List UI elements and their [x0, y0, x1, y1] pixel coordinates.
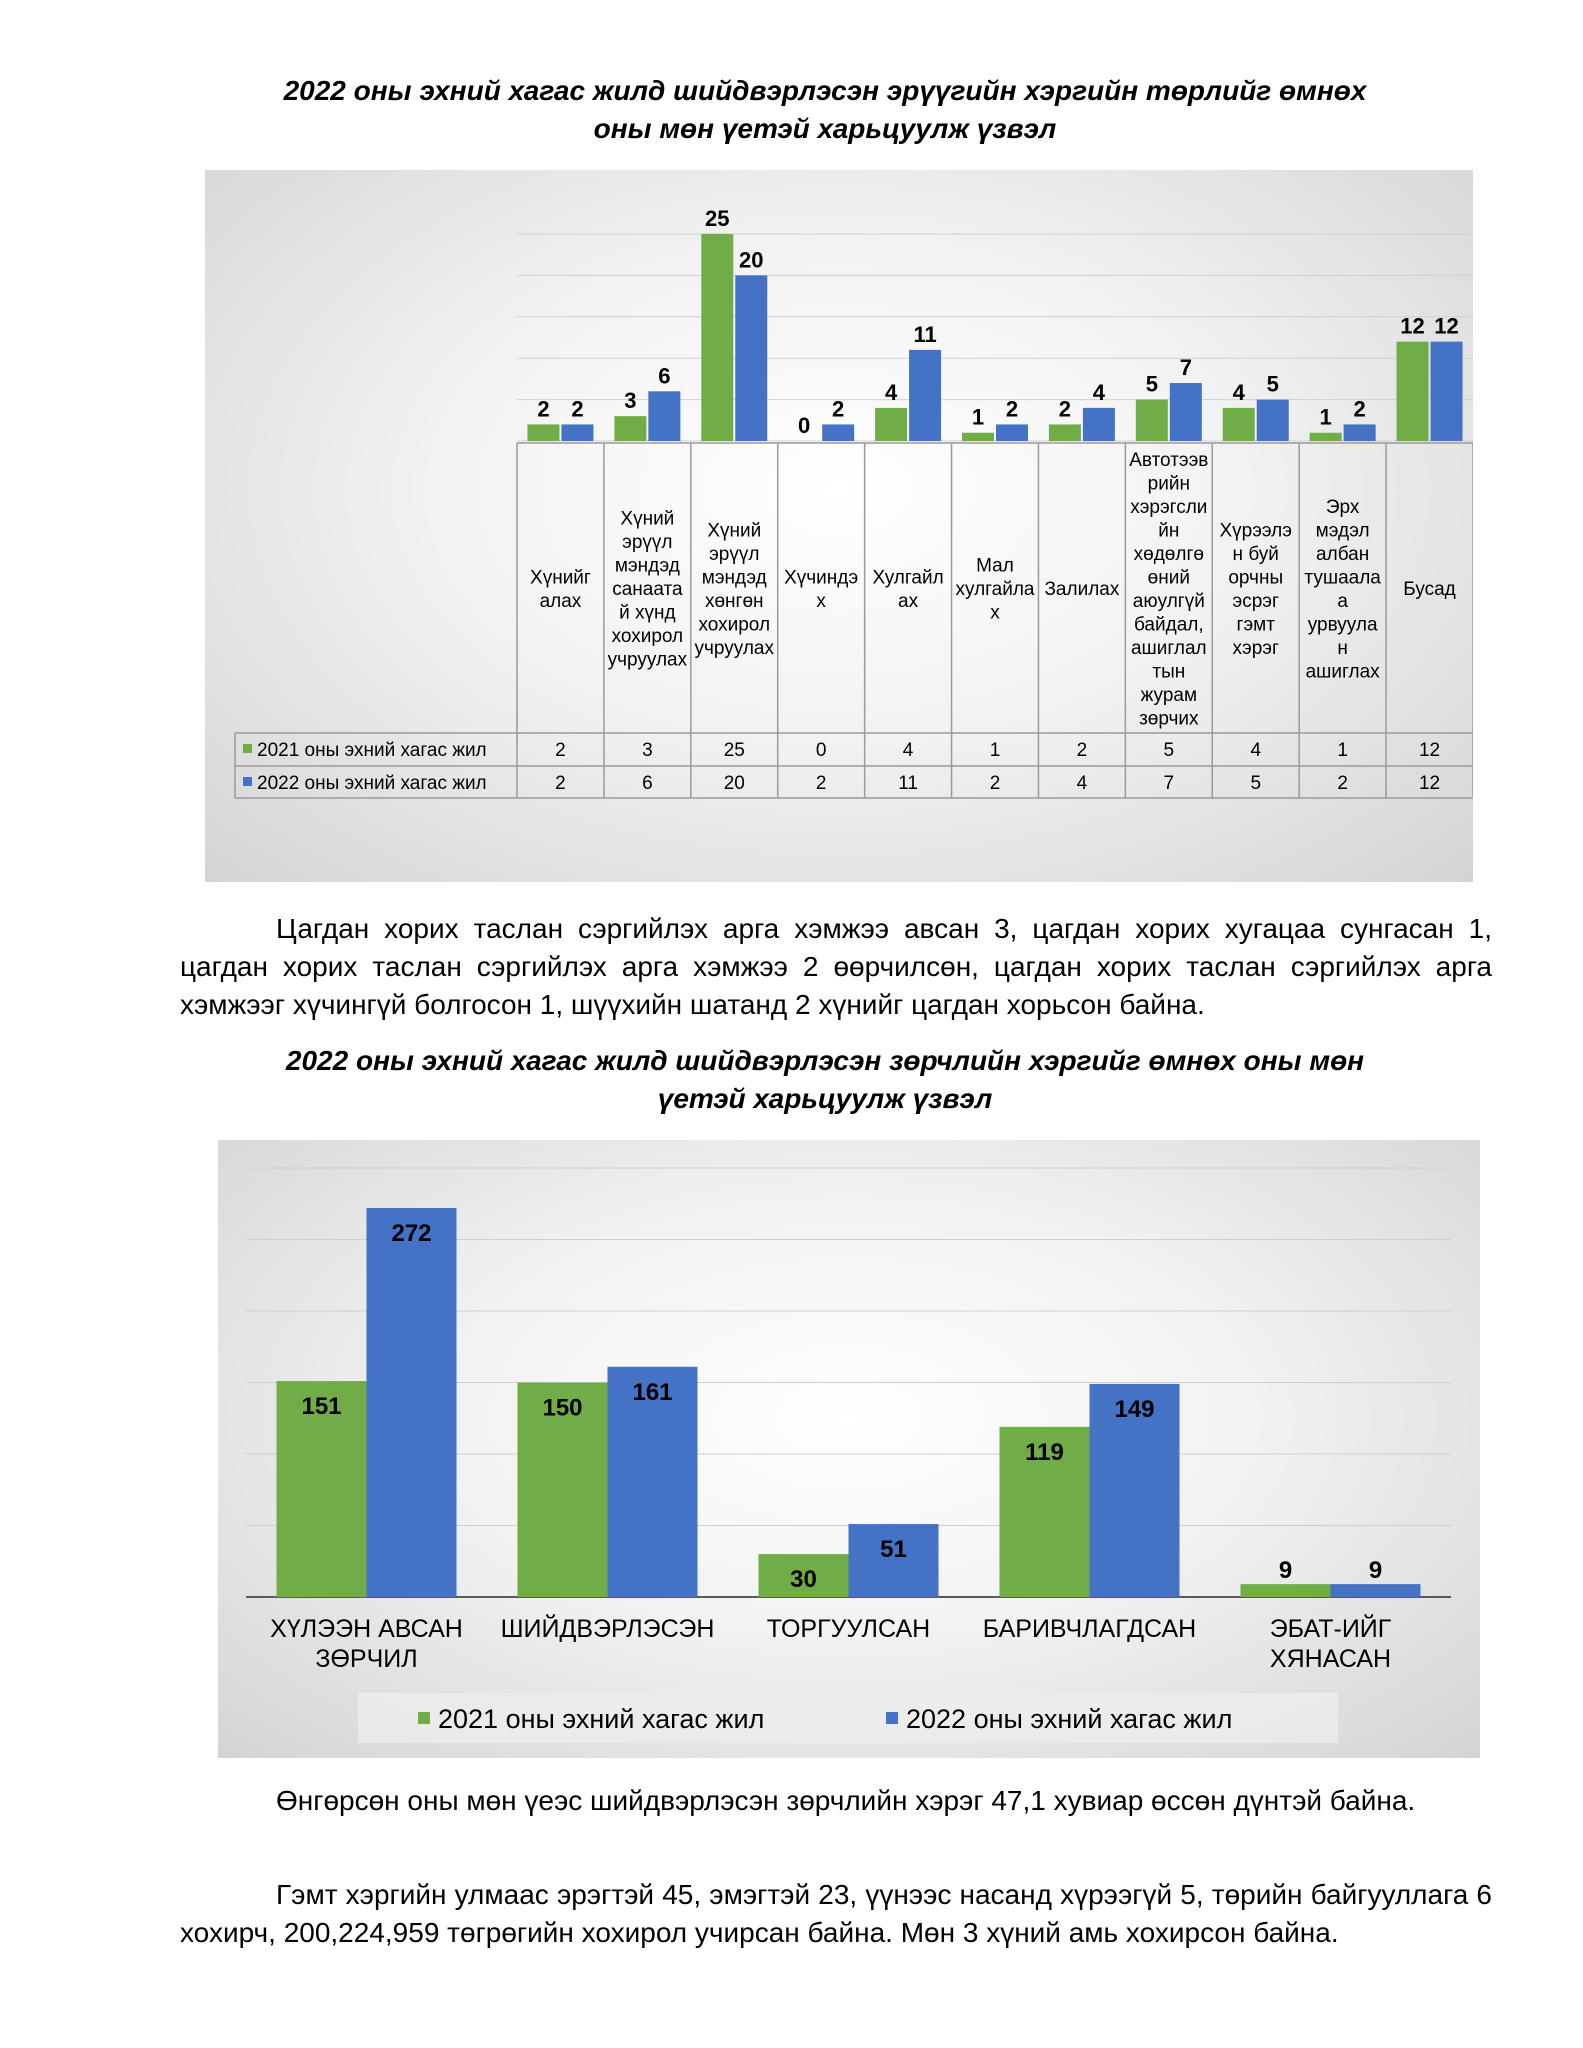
- chart2-title-line1: 2022 оны эхний хагас жилд шийдвэрлэсэн зөрчлийн хэргийг өмнөх оны мөн: [285, 1045, 1365, 1076]
- table-value: 12: [1418, 740, 1441, 761]
- category-label: зөрчих: [1139, 708, 1199, 730]
- category-label: мэндэд: [614, 555, 680, 577]
- data-label: 12: [1434, 313, 1459, 339]
- series-name: 2022 оны эхний хагас жил: [257, 773, 487, 794]
- category-label: ШИЙДВЭРЛЭСЭН: [500, 1615, 715, 1643]
- data-label: 2: [537, 396, 550, 422]
- data-label: 2: [571, 396, 584, 422]
- category-label: БАРИВЧЛАГДСАН: [982, 1615, 1197, 1643]
- table-value: 1: [1337, 740, 1348, 761]
- table-value: 4: [1076, 773, 1088, 794]
- data-label: 2: [1058, 396, 1072, 422]
- data-label: 51: [880, 1536, 907, 1564]
- table-value: 2: [555, 773, 566, 794]
- data-label: 11: [913, 321, 937, 347]
- bar: [822, 424, 854, 441]
- category-label: Хулгайл: [872, 567, 944, 589]
- category-label: ах: [898, 590, 919, 612]
- data-label: 7: [1179, 355, 1192, 381]
- chart1-title: [150, 72, 1500, 148]
- series-name: 2021 оны эхний хагас жил: [257, 740, 487, 761]
- category-label: аюулгүй: [1132, 590, 1205, 612]
- data-label: 149: [1114, 1395, 1155, 1423]
- paragraph-detention: Цагдан хорих таслан сэргийлэх арга хэмжээ авсан 3, цагдан хорих хугацаа сунгасан 1, цагдан хорих таслан сэргийлэх арга хэмжээ 2 өөрчилсөн, цагдан хорих таслан сэргийлэх арга хэмжээг хүчингүй болгосон 1, шүүхийн шатанд 2 хүнийг цагдан хорьсон байна.: [180, 913, 1492, 1020]
- data-label: 1: [971, 404, 985, 430]
- table-value: 4: [902, 740, 914, 761]
- table-value: 2: [1076, 740, 1088, 761]
- paragraph-increase: Өнгөрсөн оны мөн үеэс шийдвэрлэсэн зөрчлийн хэрэг 47,1 хувиар өссөн дүнтэй байна.: [276, 1785, 1416, 1816]
- data-label: 5: [1145, 371, 1158, 397]
- table-value: 0: [815, 740, 827, 761]
- bar: [1431, 342, 1463, 441]
- data-label: 30: [790, 1566, 817, 1594]
- category-label: хөдөлгө: [1133, 543, 1204, 565]
- category-label: йн: [1158, 520, 1180, 542]
- table-value: 2: [815, 773, 827, 794]
- category-label: хэрэг: [1232, 637, 1279, 659]
- data-label: 2: [1353, 396, 1366, 422]
- bar: [962, 433, 994, 441]
- chart2-title-line2: үетэй харьцуулж үзвэл: [657, 1083, 993, 1114]
- legend-key: [243, 777, 252, 786]
- chart2-title: [150, 1042, 1500, 1118]
- table-value: 2: [555, 740, 566, 761]
- data-label: 2: [1005, 396, 1019, 422]
- table-value: 2: [989, 773, 1001, 794]
- category-label: х: [990, 602, 1000, 624]
- category-label: Залилах: [1044, 579, 1120, 600]
- category-label: ашиглах: [1305, 661, 1380, 683]
- bar: [1241, 1584, 1331, 1597]
- data-label: 1: [1319, 404, 1332, 430]
- table-value: 5: [1250, 773, 1262, 794]
- legend-key: [418, 1712, 430, 1724]
- category-label: байдал,: [1133, 614, 1204, 636]
- category-label: журам: [1140, 684, 1198, 706]
- bar: [367, 1208, 457, 1597]
- bar: [1170, 383, 1202, 441]
- category-label: хохирол: [698, 614, 771, 636]
- bar: [1344, 424, 1376, 441]
- bar: [1049, 424, 1081, 441]
- chart2-svg: [218, 1140, 1480, 1758]
- data-label: 4: [1232, 379, 1245, 405]
- table-value: 4: [1250, 740, 1262, 761]
- data-label: 0: [798, 413, 811, 438]
- bar: [527, 424, 559, 441]
- category-label: Бусад: [1403, 579, 1456, 600]
- table-value: 11: [898, 773, 918, 794]
- data-label: 25: [705, 206, 730, 231]
- category-label: ашиглал: [1130, 637, 1207, 659]
- table-value: 3: [642, 740, 653, 761]
- category-label: санаата: [612, 579, 683, 600]
- table-value: 6: [642, 773, 653, 794]
- bar: [1397, 342, 1429, 441]
- category-label: Мал: [976, 555, 1014, 577]
- bar: [1223, 408, 1255, 441]
- legend-key: [886, 1712, 898, 1724]
- category-label: рийн: [1147, 473, 1190, 495]
- legend-label: 2022 оны эхний хагас жил: [906, 1704, 1233, 1734]
- data-label: 150: [542, 1394, 583, 1422]
- data-label: 9: [1368, 1557, 1383, 1585]
- chart1-title-line2: оны мөн үетэй харьцуулж үзвэл: [593, 113, 1057, 144]
- bar: [875, 408, 907, 441]
- bar: [561, 424, 593, 441]
- category-label: ЗӨРЧИЛ: [315, 1645, 418, 1673]
- category-label: ЭБАТ-ИЙГ: [1269, 1615, 1392, 1643]
- table-value: 2: [1337, 773, 1348, 794]
- category-label: албан: [1316, 543, 1370, 565]
- bar: [1136, 400, 1168, 441]
- legend-key: [243, 744, 252, 753]
- chart2-container: [218, 1140, 1480, 1758]
- data-label: 272: [391, 1220, 432, 1248]
- table-value: 25: [723, 740, 745, 761]
- bar: [614, 416, 646, 441]
- category-label: н буй: [1232, 543, 1279, 565]
- category-label: ТОРГУУЛСАН: [766, 1615, 931, 1643]
- category-label: өний: [1147, 567, 1190, 589]
- category-label: ХҮЛЭЭН АВСАН: [270, 1615, 463, 1643]
- category-label: х: [816, 590, 826, 612]
- category-label: Хүнийг: [530, 567, 591, 589]
- data-label: 3: [624, 388, 637, 414]
- data-label: 6: [658, 363, 671, 389]
- category-label: тын: [1152, 661, 1186, 683]
- category-label: ХЯНАСАН: [1269, 1645, 1392, 1673]
- data-label: 4: [1092, 379, 1106, 405]
- category-label: эрүүл: [709, 543, 760, 565]
- legend-label: 2021 оны эхний хагас жил: [438, 1704, 765, 1734]
- category-label: орчны: [1228, 567, 1284, 589]
- category-label: й хүнд: [619, 602, 676, 624]
- table-value: 5: [1163, 740, 1175, 761]
- data-label: 151: [301, 1393, 342, 1421]
- bar: [909, 350, 941, 441]
- table-value: 20: [723, 773, 745, 794]
- data-label: 5: [1266, 371, 1279, 397]
- chart1-container: [205, 170, 1473, 882]
- data-label: 119: [1025, 1438, 1064, 1466]
- chart1-title-line1: 2022 оны эхний хагас жилд шийдвэрлэсэн эрүүгийн хэргийн төрлийг өмнөх: [283, 75, 1367, 106]
- bar: [735, 275, 767, 441]
- bar: [1331, 1584, 1421, 1597]
- data-label: 2: [832, 396, 845, 422]
- category-label: мэдэл: [1315, 520, 1370, 542]
- category-label: алах: [539, 590, 582, 612]
- category-label: тушаала: [1304, 567, 1381, 589]
- bar: [1083, 408, 1115, 441]
- category-label: Хүний: [707, 520, 762, 542]
- table-value: 7: [1163, 773, 1175, 794]
- paragraph-damages: Гэмт хэргийн улмаас эрэгтэй 45, эмэгтэй 23, үүнээс насанд хүрээгүй 5, төрийн байгууллага 6 хохирч, 200,224,959 төгрөгийн хохирол учирсан байна. Мөн 3 хүний амь хохирсон байна.: [180, 1879, 1492, 1948]
- category-label: гэмт: [1236, 614, 1275, 636]
- category-label: эсрэг: [1232, 590, 1279, 612]
- category-label: Эрх: [1325, 496, 1360, 518]
- bar: [648, 391, 680, 441]
- bar: [701, 234, 733, 441]
- bar: [1257, 400, 1289, 441]
- category-label: Хүний: [620, 508, 675, 530]
- data-label: 161: [632, 1378, 673, 1406]
- category-label: Хүрээлэ: [1219, 520, 1292, 542]
- data-label: 9: [1278, 1557, 1293, 1585]
- category-label: хохирол: [611, 626, 684, 647]
- data-label: 12: [1400, 313, 1425, 339]
- category-label: учруулах: [607, 649, 688, 671]
- data-label: 4: [884, 379, 898, 405]
- category-label: мэндэд: [701, 567, 767, 589]
- category-label: хулгайла: [955, 579, 1035, 600]
- bar: [996, 424, 1028, 441]
- category-label: н: [1337, 637, 1348, 659]
- category-label: Автотээв: [1129, 449, 1209, 471]
- bar: [1310, 433, 1342, 441]
- category-label: хөнгөн: [704, 590, 764, 612]
- category-label: урвуула: [1307, 614, 1378, 636]
- category-label: эрүүл: [622, 532, 673, 553]
- table-value: 1: [989, 740, 1001, 761]
- category-label: учруулах: [694, 637, 775, 659]
- category-label: хэрэгсли: [1130, 496, 1208, 518]
- table-value: 12: [1418, 773, 1441, 794]
- category-label: а: [1337, 590, 1348, 612]
- data-label: 20: [739, 247, 764, 273]
- category-label: Хүчиндэ: [784, 567, 859, 589]
- chart1-svg: [205, 170, 1473, 882]
